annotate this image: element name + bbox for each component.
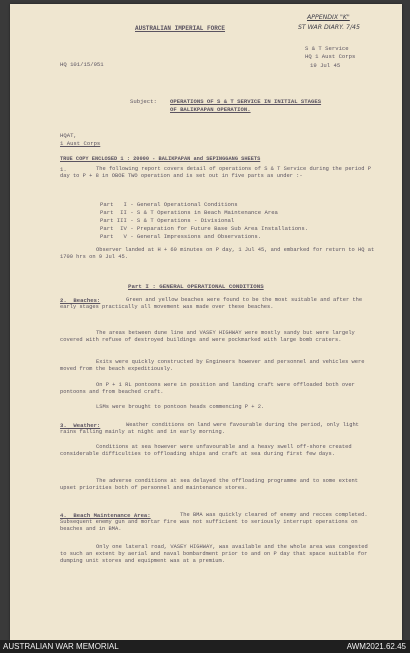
document-page (10, 4, 402, 640)
document-date: 19 Jul 45 (310, 62, 341, 69)
subject-line-2: OF BALIKPAPAN OPERATION. (170, 106, 251, 113)
war-diary-annotation: ST WAR DIARY. 7/45 (298, 24, 360, 31)
para4-label: 4. Beach Maintenance Area: (60, 512, 151, 519)
para3b-text: Conditions at sea however were unfavourable and a heavy swell off-shore created considerable difficulties to offloading ships and craft at sea during first few days. (60, 444, 352, 458)
archive-footer (0, 640, 410, 653)
para4-text: The BMA was quickly cleared of enemy and recces completed. Subsequent enemy gun and mortar fire was not sufficient to seriously interrupt operations on beaches and in BMA. (60, 512, 368, 533)
originator-unit: S & T Service (305, 45, 349, 52)
part-list-item: Part III - S & T Operations - Divisional (100, 217, 235, 224)
para3-label: 3. Weather: (60, 422, 101, 429)
part-list-item: Part IV - Preparation for Future Base Sub Area Installations. (100, 225, 309, 232)
para3c-text: The adverse conditions at sea delayed the offloading programme and to some extent upset priorities both of personnel and maintenance stores. (60, 478, 359, 492)
observer-text: Observer landed at H + 60 minutes on P day, 1 Jul 45, and embarked for return to HQ at 1700 hrs on 9 Jul 45. (60, 247, 375, 261)
para2-text: Green and yellow beaches were found to be the most suitable and after the early stages practically all movement was made over these beaches. (60, 297, 363, 311)
file-reference: HQ 101/15/951 (60, 61, 104, 68)
part-list-item: Part V - General Impressions and Observations. (100, 233, 262, 240)
archive-name: AUSTRALIAN WAR MEMORIAL (3, 642, 119, 651)
para2d-text: On P + 1 RL pontoons were in position and landing craft were offloaded both over pontoons and from beached craft. (60, 382, 355, 396)
archive-reference: AWM2021.62.45 (346, 642, 406, 651)
part-list-item: Part I - General Operational Conditions (100, 201, 238, 208)
para1-text: The following report covers detail of operations of S & T Service during the period P day to P + 8 in OBOE TWO operation and is set out in five parts as under :- (60, 166, 371, 180)
para3-text: Weather conditions on land were favourable during the period, only light rains falling mainly at night and in early morning. (60, 422, 359, 436)
appendix-annotation: APPENDIX "K" (307, 14, 350, 21)
originator-hq: HQ 1 Aust Corps (305, 53, 356, 60)
para4b-text: Only one lateral road, VASEY HIGHWAY, was available and the whole area was congested to such an extent by aerial and naval bombardment prior to and on P day that space suitable for dumping unit stores and equipment was at a premium. (60, 544, 368, 565)
para2c-text: Exits were quickly constructed by Engineers however and personnel and vehicles were moved from the beach expeditiously. (60, 359, 365, 373)
para2b-text: The areas between dune line and VASEY HIGHWAY were mostly sandy but were largely covered with refuse of destroyed buildings and were pockmarked with large bomb craters. (60, 330, 355, 344)
subject-label: Subject: (130, 98, 157, 105)
part-list-item: Part II - S & T Operations in Beach Maintenance Area (100, 209, 278, 216)
part1-heading: Part I : GENERAL OPERATIONAL CONDITIONS (128, 283, 264, 290)
report-title: TRUE COPY ENCLOSED 1 : 20000 - BALIKPAPAN and SEPINGGANG SHEETS (60, 156, 261, 162)
addressee-line-1: HQAT, (60, 132, 77, 139)
para1-number: 1. (60, 166, 67, 173)
para2-label: 2. Beaches: (60, 297, 101, 304)
header-title: AUSTRALIAN IMPERIAL FORCE (135, 25, 226, 32)
addressee-line-2: 1 Aust Corps (60, 140, 101, 147)
para2e-text: LSMs were brought to pontoon heads commencing P + 2. (96, 404, 265, 410)
subject-line-1: OPERATIONS OF S & T SERVICE IN INITIAL STAGES (170, 98, 322, 105)
